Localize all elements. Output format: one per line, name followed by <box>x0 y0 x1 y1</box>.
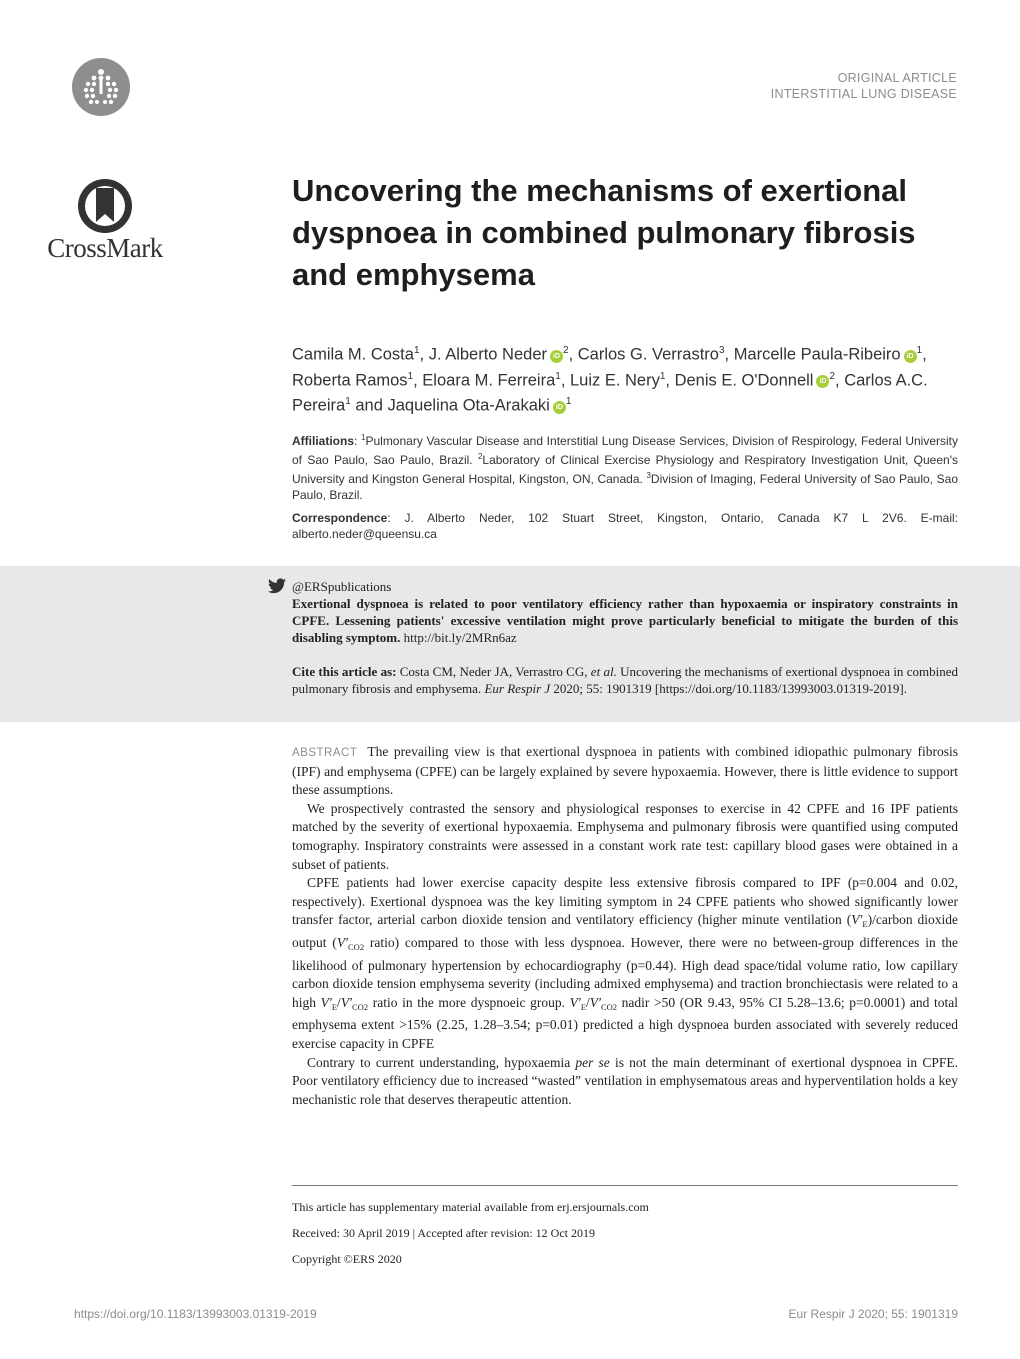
author-separator: , <box>560 371 570 389</box>
ve-symbol: V′ <box>320 994 332 1010</box>
article-category: ORIGINAL ARTICLE <box>837 71 957 85</box>
abstract-text: ratio in the more dyspnoeic group. <box>368 994 570 1010</box>
author-affiliation-sup: 1 <box>565 396 572 407</box>
orcid-icon[interactable]: iD <box>904 350 917 363</box>
vco2-subscript: CO2 <box>348 941 365 952</box>
article-type <box>771 70 957 102</box>
author-affiliation-sup: 1 <box>345 396 351 407</box>
affiliation-sup: 2 <box>477 452 483 461</box>
ve-subscript: E <box>580 1001 587 1012</box>
author-separator: , <box>665 371 675 389</box>
author-separator: , <box>413 371 423 389</box>
abstract-paragraph <box>292 874 958 1053</box>
correspondence <box>292 510 958 542</box>
tweet-body: Exertional dyspnoea is related to poor ventilatory efficiency rather than hypoxaemia or inspiratory constraints in CPFE. Lessening patients' excessive ventilation might prove particularly beneficial to mitigate the burden of this disabling symptom. <box>292 596 958 645</box>
affiliation-sup: 3 <box>646 471 651 480</box>
author-separator: , <box>419 345 429 364</box>
author-name: Camila M. Costa <box>292 345 414 364</box>
abstract-text: CPFE patients had lower exercise capacity despite less extensive fibrosis compared to IPF (p=0.004 and 0.02, respectively). Exertional dyspnoea was the key limiting symptom in 24 CPFE patients who showed significantly lower transfer factor, arterial carbon dioxide tension and ventilatory efficiency (higher minute ventilation ( <box>292 875 958 928</box>
vco2-symbol: V′ <box>589 994 601 1010</box>
footer-divider <box>292 1185 958 1186</box>
vco2-subscript: CO2 <box>600 1001 618 1012</box>
author-affiliation-sup: 2 <box>829 370 836 382</box>
affiliation-sup: 1 <box>361 433 366 442</box>
vco2-subscript: CO2 <box>352 1001 369 1012</box>
author-separator: , <box>568 345 578 364</box>
supplementary-note: This article has supplementary material available from erj.ersjournals.com <box>292 1200 649 1214</box>
abstract-text: Contrary to current understanding, hypoxaemia <box>307 1054 576 1070</box>
author-affiliation-sup: 1 <box>413 345 420 356</box>
author-name: Marcelle Paula-Ribeiro <box>733 345 901 364</box>
author-separator: , <box>922 345 927 364</box>
slash: / <box>337 994 341 1010</box>
abstract <box>292 743 958 1109</box>
orcid-icon[interactable]: iD <box>816 375 829 388</box>
affiliations-colon: : <box>354 434 362 448</box>
citation-title: Uncovering the mechanisms of exertional dyspnoea in combined pulmonary fibrosis and emphysema. <box>292 664 958 696</box>
affiliation-text: Laboratory of Clinical Exercise Physiology and Respiratory Investigation Unit, Queen's University and Kingston General Hospital, Kingston, ON, Canada. <box>292 453 958 486</box>
author-name: J. Alberto Neder <box>428 345 547 364</box>
correspondence-label: Correspondence <box>292 511 388 525</box>
citation-authors: Costa CM, Neder JA, Verrastro CG, <box>396 664 591 679</box>
abstract-label: ABSTRACT <box>292 747 358 759</box>
author-name: Carlos G. Verrastro <box>577 345 719 364</box>
doi-link[interactable]: https://doi.org/10.1183/13993003.01319-2019 <box>74 1307 317 1321</box>
author-affiliation-sup: 3 <box>718 345 725 356</box>
abstract-text: ratio) compared to those with less dyspnoea. However, there were no between-group differences in the likelihood of pulmonary hypertension by echocardiography (p=0.44). High dead space/tidal volume ratio, low capillary carbon dioxide tension emphysema severity (including admixed emphysema) and traction bronchiectasis were related to a high <box>292 934 959 1010</box>
affiliation-text: Pulmonary Vascular Disease and Interstitial Lung Disease Services, Division of Respirology, Federal University of Sao Paulo, Sao Paulo, Brazil. <box>292 434 958 467</box>
abstract-text: )/carbon dioxide output ( <box>292 912 958 950</box>
abstract-text: is not the main determinant of exertional dyspnoea in CPFE. Poor ventilatory efficiency due to increased “wasted” ventilation in emphysematous areas and hyperventilation holds a key mechanistic role that deserves therapeutic attention. <box>292 1054 958 1107</box>
ve-symbol: V′ <box>569 994 581 1010</box>
author-name: Denis E. O'Donnell <box>674 371 814 389</box>
author-affiliation-sup: 1 <box>555 370 561 382</box>
affiliations <box>292 430 958 503</box>
twitter-handle[interactable]: @ERSpublications <box>292 579 392 594</box>
author-affiliation-sup: 2 <box>563 345 569 356</box>
article-subject: INTERSTITIAL LUNG DISEASE <box>770 87 957 101</box>
author-separator: and <box>350 396 388 415</box>
ve-subscript: E <box>331 1001 338 1012</box>
tweet-block <box>292 578 958 646</box>
citation-block <box>292 663 958 697</box>
article-title: Uncovering the mechanisms of exertional dyspnoea in combined pulmonary fibrosis and emphysema <box>292 173 916 292</box>
author-affiliation-sup: 1 <box>407 370 414 382</box>
vco2-symbol: V′ <box>336 934 349 950</box>
abstract-paragraph <box>292 1054 958 1110</box>
citation-et-al: et al. <box>590 664 617 679</box>
author-separator: , <box>835 371 845 389</box>
ers-lungs-logo-icon <box>72 58 130 116</box>
abstract-paragraph: We prospectively contrasted the sensory and physiological responses to exercise in 42 CPFE and 16 IPF patients matched by the severity of exertional hypoxaemia. Emphysema and pulmonary fibrosis were quantified using computed tomography. Inspiratory constraints were assessed in a constant work rate test: capillary blood gases were obtained in a subset of patients. <box>292 800 958 872</box>
author-affiliation-sup: 1 <box>659 370 666 382</box>
crossmark-icon <box>40 178 170 234</box>
orcid-icon[interactable]: iD <box>553 401 566 414</box>
author-name: Luiz E. Nery <box>569 371 660 389</box>
ve-symbol: V′ <box>851 912 863 928</box>
orcid-icon[interactable]: iD <box>550 350 563 363</box>
per-se: per se <box>575 1054 610 1070</box>
author-affiliation-sup: 1 <box>916 345 923 356</box>
author-name: Carlos A.C. Pereira <box>292 371 928 415</box>
tweet-text <box>292 595 958 646</box>
author-separator: , <box>724 345 734 364</box>
author-list <box>292 340 958 417</box>
author-name: Eloara M. Ferreira <box>422 371 556 389</box>
ve-subscript: E <box>862 919 868 930</box>
citation-details[interactable]: 2020; 55: 1901319 [https://doi.org/10.1183/13993003.01319-2019]. <box>550 681 907 696</box>
twitter-bird-icon[interactable] <box>268 578 286 594</box>
citation-journal: Eur Respir J <box>484 681 551 696</box>
crossmark-label[interactable]: CrossMark <box>47 233 163 263</box>
affiliations-label: Affiliations <box>292 434 354 448</box>
affiliation-text: Division of Imaging, Federal University of Sao Paulo, Sao Paulo, Brazil. <box>292 472 958 502</box>
copyright: Copyright ©ERS 2020 <box>292 1252 402 1266</box>
abstract-text: The prevailing view is that exertional dyspnoea in patients with combined idiopathic pulmonary fibrosis (IPF) and emphysema (CPFE) can be largely explained by severe hypoxaemia. However, there is little evidence to support these assumptions. <box>292 744 958 798</box>
received-dates: Received: 30 April 2019 | Accepted after revision: 12 Oct 2019 <box>292 1226 595 1240</box>
author-name: Jaquelina Ota-Arakaki <box>387 396 550 415</box>
citation-label: Cite this article as: <box>292 664 397 679</box>
tweet-link[interactable]: http://bit.ly/2MRn6az <box>403 630 517 645</box>
slash: / <box>586 994 590 1010</box>
journal-reference: Eur Respir J 2020; 55: 1901319 <box>788 1307 958 1321</box>
vco2-symbol: V′ <box>340 994 353 1010</box>
abstract-paragraph <box>292 743 958 800</box>
abstract-text: nadir >50 (OR 9.43, 95% CI 5.28–13.6; p=0.0001) and total emphysema extent >15% (2.25, 1.28–3.54; p=0.01) predicted a high dyspnoea burden associated with severely reduced exercise capacity in CPFE <box>292 994 958 1051</box>
correspondence-text: : J. Alberto Neder, 102 Stuart Street, Kingston, Ontario, Canada K7 L 2V6. E-mail: alberto.neder@queensu.ca <box>292 511 958 541</box>
author-name: Roberta Ramos <box>292 371 408 389</box>
